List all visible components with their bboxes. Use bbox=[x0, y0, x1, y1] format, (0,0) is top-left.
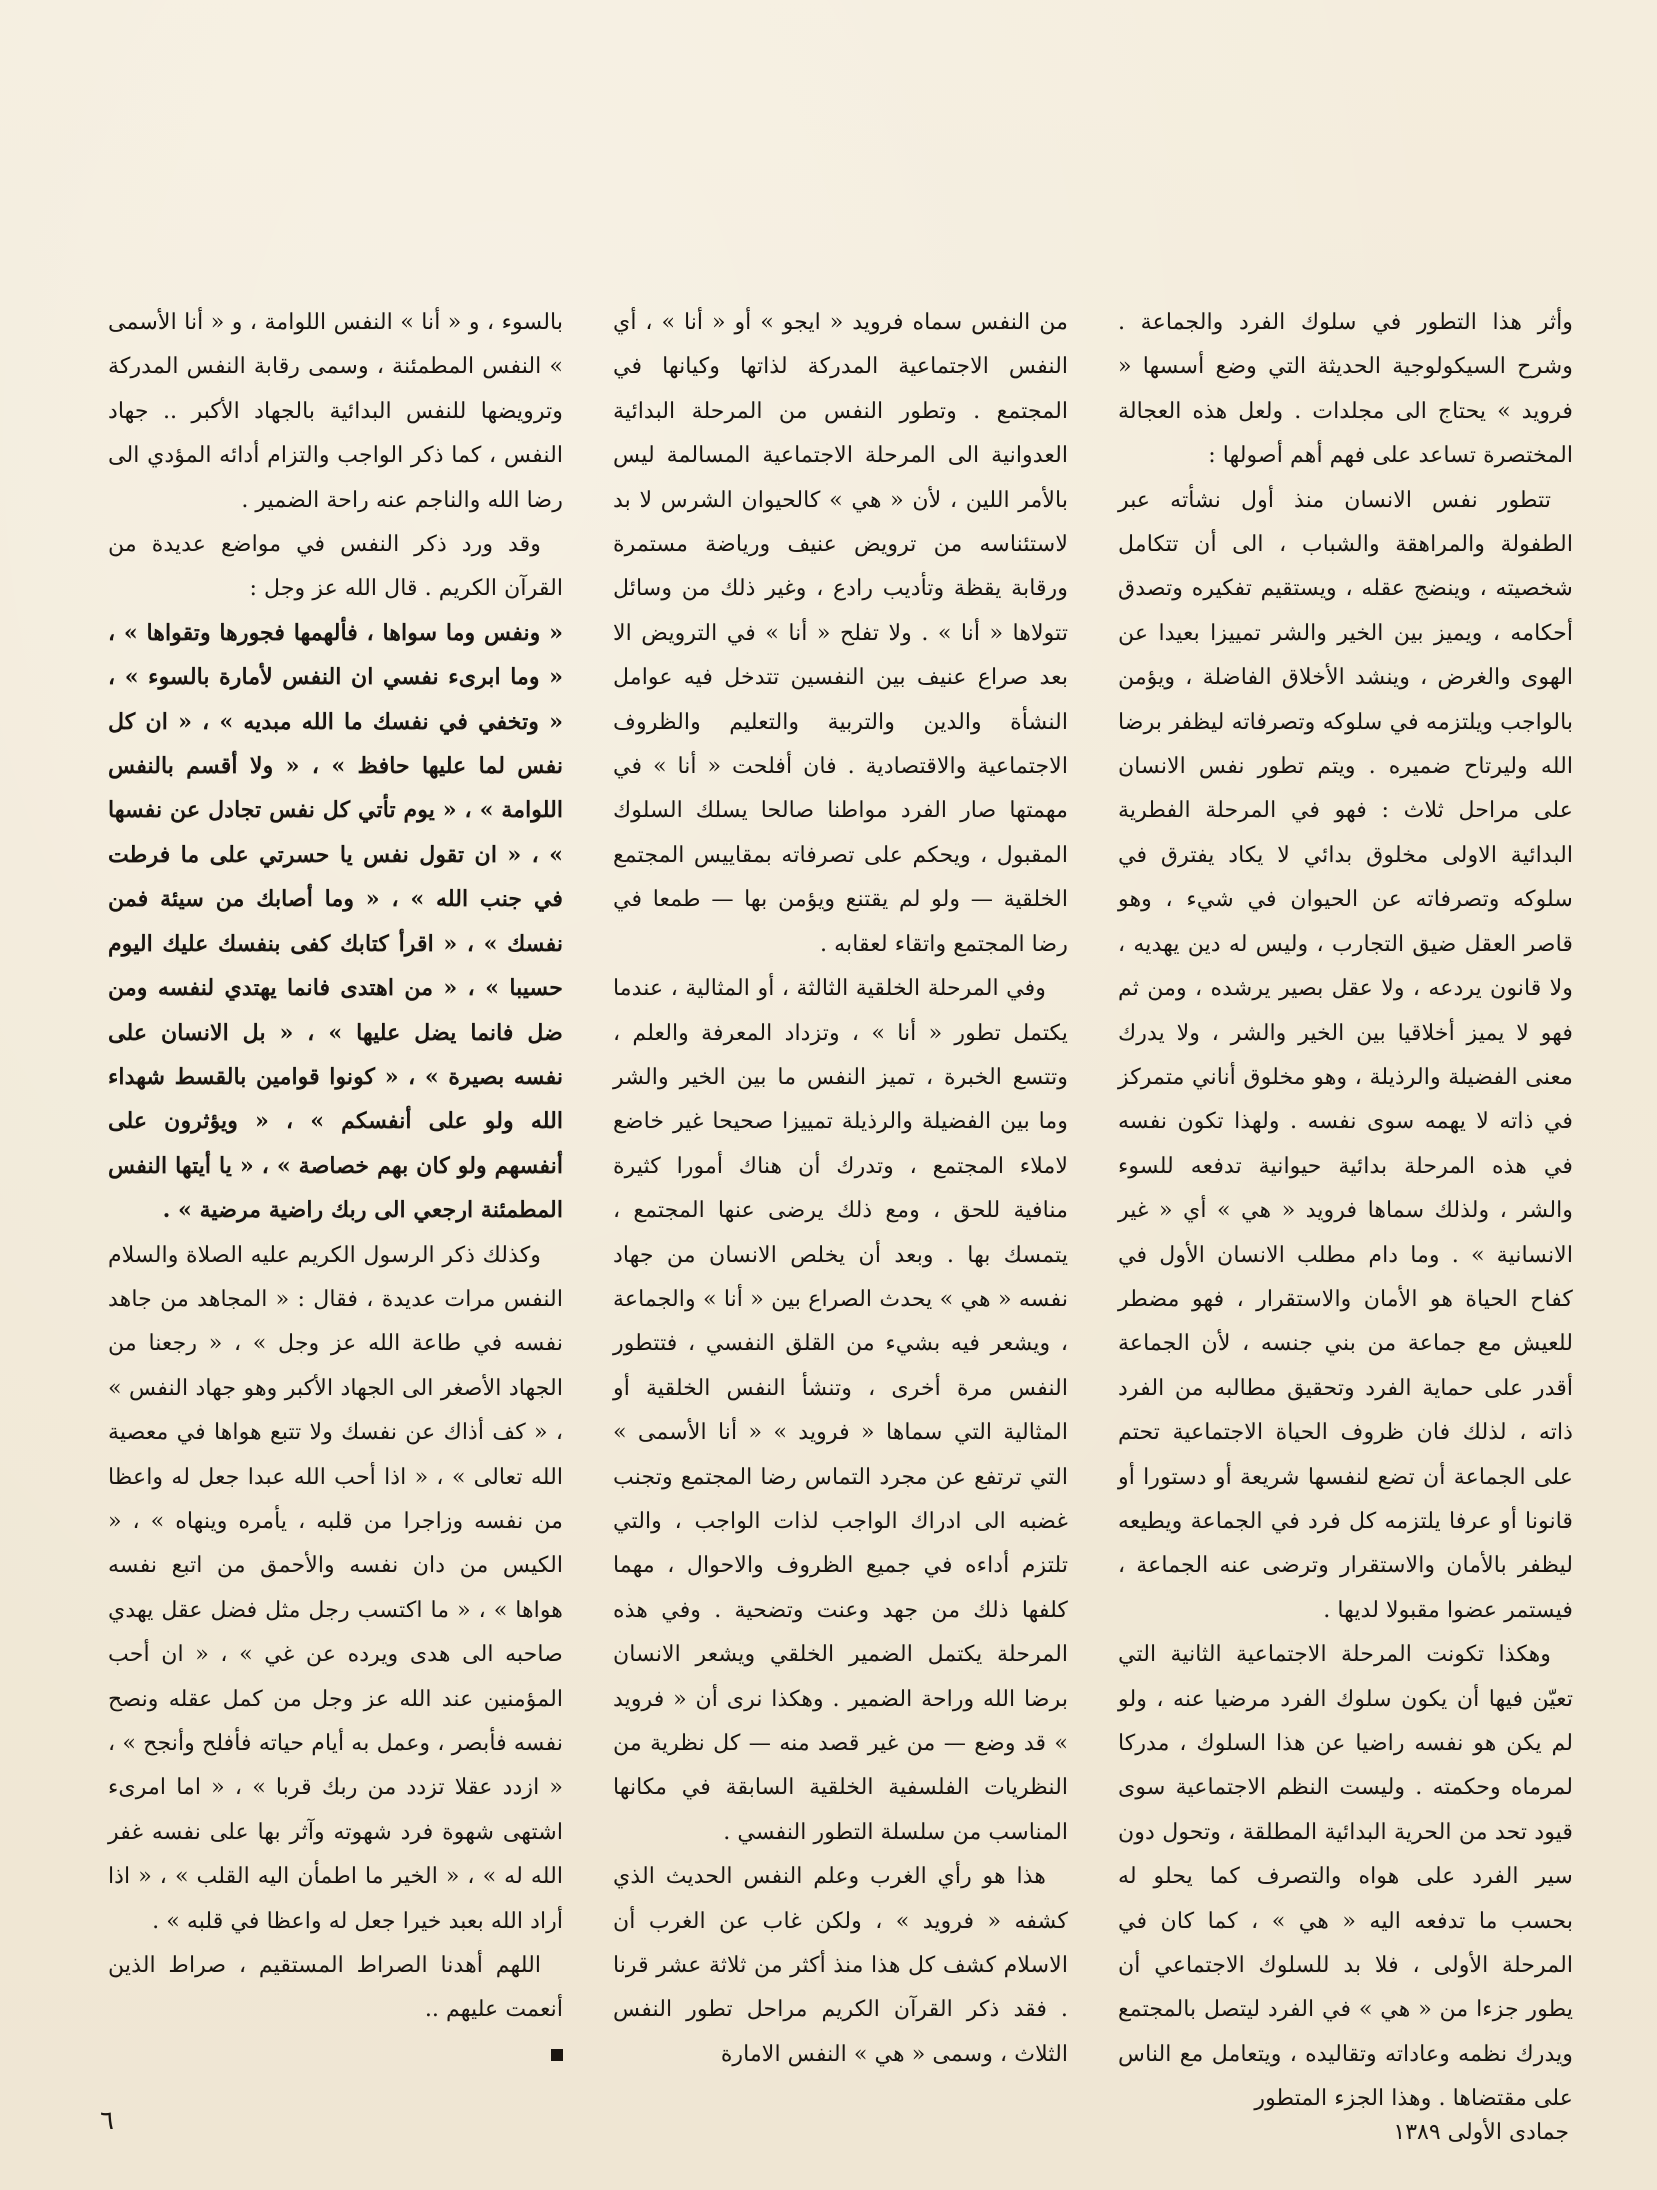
end-of-article-mark bbox=[551, 2049, 563, 2061]
article-columns bbox=[108, 300, 1573, 2112]
paragraph: بالسوء ، و « أنا » النفس اللوامة ، و « أنا الأسمى » النفس المطمئنة ، وسمى رقابة النفس المدركة وترويضها للنفس البدائية بالجهاد الأكبر .. جهاد النفس ، كما ذكر الواجب والتزام أدائه المؤدي الى رضا الله والناجم عنه راحة الضمير . bbox=[108, 309, 563, 513]
paragraph: وقد ورد ذكر النفس في مواضع عديدة من القرآن الكريم . قال الله عز وجل : bbox=[108, 531, 563, 602]
paragraph: من النفس سماه فرويد « ايجو » أو « أنا » ، أي النفس الاجتماعية المدركة لذاتها وكيانها في المجتمع . وتطور النفس من المرحلة البدائية العدوانية الى المرحلة الاجتماعية المسالمة ليس بالأمر اللين ، لأن « هي » كالحيوان الشرس لا بد لاستئناسه من ترويض عنيف ورياضة مستمرة ورقابة يقظة وتأديب رادع ، وغير ذلك من وسائل تتولاها « أنا » . ولا تفلح « أنا » في الترويض الا بعد صراع عنيف بين النفسين تتدخل فيه عوامل النشأة والدين والتربية والتعليم والظروف الاجتماعية والاقتصادية . فان أفلحت « أنا » في مهمتها صار الفرد مواطنا صالحا يسلك السلوك المقبول ، ويحكم على تصرفاته بمقاييس المجتمع الخلقية — ولو لم يقتنع ويؤمن بها — طمعا في رضا المجتمع واتقاء لعقابه . bbox=[613, 309, 1068, 957]
quran-quotes: « ونفس وما سواها ، فألهمها فجورها وتقواها » ، « وما ابرىء نفسي ان النفس لأمارة بالسوء » ، « وتخفي في نفسك ما الله مبديه » ، « ان كل نفس لما عليها حافظ » ، « ولا أقسم بالنفس اللوامة » ، « يوم تأتي كل نفس تجادل عن نفسها » ، « ان تقول نفس يا حسرتي على ما فرطت في جنب الله » ، « وما أصابك من سيئة فمن نفسك » ، « اقرأ كتابك كفى بنفسك عليك اليوم حسيبا » ، « من اهتدى فانما يهتدي لنفسه ومن ضل فانما يضل عليها » ، « بل الانسان على نفسه بصيرة » ، « كونوا قوامين بالقسط شهداء الله ولو على أنفسكم » ، « ويؤثرون على أنفسهم ولو كان بهم خصاصة » ، « يا أيتها النفس المطمئنة ارجعي الى ربك راضية مرضية » . bbox=[108, 619, 563, 1224]
column-middle bbox=[613, 300, 1068, 2067]
paragraph: وفي المرحلة الخلقية الثالثة ، أو المثالية ، عندما يكتمل تطور « أنا » ، وتزداد المعرفة والعلم ، وتتسع الخبرة ، تميز النفس ما بين الخير والشر وما بين الفضيلة والرذيلة تمييزا صحيحا غير خاضع لاملاء المجتمع ، وتدرك أن هناك أمورا كثيرة منافية للحق ، ومع ذلك يرضى عنها المجتمع ، يتمسك بها . وبعد أن يخلص الانسان من جهاد نفسه « هي » يحدث الصراع بين « أنا » والجماعة ، ويشعر فيه بشيء من القلق النفسي ، فتتطور النفس مرة أخرى ، وتنشأ النفس الخلقية أو المثالية التي سماها « فرويد » « أنا الأسمى » التي ترتفع عن مجرد التماس رضا المجتمع وتجنب غضبه الى ادراك الواجب لذات الواجب ، والتي تلتزم أداءه في جميع الظروف والاحوال ، مهما كلفها ذلك من جهد وعنت وتضحية . وفي هذه المرحلة يكتمل الضمير الخلقي ويشعر الانسان برضا الله وراحة الضمير . وهكذا نرى أن « فرويد » قد وضع — من غير قصد منه — كل نظرية من النظريات الفلسفية الخلقية السابقة في مكانها المناسب من سلسلة التطور النفسي . bbox=[613, 975, 1068, 1845]
issue-date: جمادى الأولى ١٣٨٩ bbox=[1393, 2120, 1569, 2145]
page-number: ٦ bbox=[100, 2106, 114, 2136]
paragraph: تتطور نفس الانسان منذ أول نشأته عبر الطفولة والمراهقة والشباب ، الى أن تتكامل شخصيته ، وينضج عقله ، ويستقيم تفكيره وتصدق أحكامه ، ويميز بين الخير والشر تمييزا بعيدا عن الهوى والغرض ، وينشد الأخلاق الفاضلة ، ويؤمن بالواجب ويلتزمه في سلوكه وتصرفاته ليظفر برضا الله وليرتاح ضميره . ويتم تطور نفس الانسان على مراحل ثلاث : فهو في المرحلة الفطرية البدائية الاولى مخلوق بدائي لا يكاد يفترق في سلوكه وتصرفاته عن الحيوان في شيء ، وهو قاصر العقل ضيق التجارب ، وليس له دين يهديه ، ولا قانون يردعه ، ولا عقل بصير يرشده ، ومن ثم فهو لا يميز أخلاقيا بين الخير والشر ، ولا يدرك معنى الفضيلة والرذيلة ، وهو مخلوق أناني متمركز في ذاته لا يهمه سوى نفسه . ولهذا تكون نفسه في هذه المرحلة بدائية حيوانية تدفعه للسوء والشر ، ولذلك سماها فرويد « هي » أي « غير الانسانية » . وما دام مطلب الانسان الأول في كفاح الحياة هو الأمان والاستقرار ، فهو مضطر للعيش مع جماعة من بني جنسه ، لأن الجماعة أقدر على حماية الفرد وتحقيق مطالبه من الفرد ذاته ، لذلك فان ظروف الحياة الاجتماعية تحتم على الجماعة أن تضع لنفسها شريعة أو دستورا أو قانونا أو عرفا يلتزمه كل فرد في الجماعة ويطيعه ليظفر بالأمان والاستقرار وترضى عنه الجماعة ، فيستمر عضوا مقبولا لديها . bbox=[1118, 486, 1573, 1623]
column-right bbox=[1118, 300, 1573, 2112]
column-left bbox=[108, 300, 563, 2023]
paragraph: هذا هو رأي الغرب وعلم النفس الحديث الذي كشفه « فرويد » ، ولكن غاب عن الغرب أن الاسلام كشف كل هذا منذ أكثر من ثلاثة عشر قرنا . فقد ذكر القرآن الكريم مراحل تطور النفس الثلاث ، وسمى « هي » النفس الامارة bbox=[613, 1863, 1068, 2067]
hadith-paragraph: وكذلك ذكر الرسول الكريم عليه الصلاة والسلام النفس مرات عديدة ، فقال : « المجاهد من جاهد نفسه في طاعة الله عز وجل » ، « رجعنا من الجهاد الأصغر الى الجهاد الأكبر وهو جهاد النفس » ، « كف أذاك عن نفسك ولا تتبع هواها في معصية الله تعالى » ، « اذا أحب الله عبدا جعل له واعظا من نفسه وزاجرا من قلبه ، يأمره وينهاه » ، « الكيس من دان نفسه والأحمق من اتبع نفسه هواها » ، « ما اكتسب رجل مثل فضل عقل يهدي صاحبه الى هدى ويرده عن غي » ، « ان أحب المؤمنين عند الله عز وجل من كمل عقله ونصح نفسه فأبصر ، وعمل به أيام حياته فأفلح وأنجح » ، « ازدد عقلا تزدد من ربك قربا » ، « اما امرىء اشتهى شهوة فرد شهوته وآثر بها على نفسه غفر الله له » ، « الخير ما اطمأن اليه القلب » ، « اذا أراد الله بعبد خيرا جعل له واعظا في قلبه » . bbox=[108, 1241, 563, 1934]
paragraph: وأثر هذا التطور في سلوك الفرد والجماعة . وشرح السيكولوجية الحديثة التي وضع أسسها « فرويد » يحتاج الى مجلدات . ولعل هذه العجالة المختصرة تساعد على فهم أهم أصولها : bbox=[1118, 309, 1573, 469]
closing-prayer: اللهم أهدنا الصراط المستقيم ، صراط الذين أنعمت عليهم .. bbox=[108, 1952, 563, 2023]
paragraph: وهكذا تكونت المرحلة الاجتماعية الثانية التي تعيّن فيها أن يكون سلوك الفرد مرضيا عنه ، ولو لم يكن هو نفسه راضيا عن هذا السلوك ، مدركا لمرماه وحكمته . وليست النظم الاجتماعية سوى قيود تحد من الحرية البدائية المطلقة ، وتحول دون سير الفرد على هواه والتصرف كما يحلو له بحسب ما تدفعه اليه « هي » ، كما كان في المرحلة الأولى ، فلا بد للسلوك الاجتماعي أن يطور جزءا من « هي » في الفرد ليتصل بالمجتمع ويدرك نظمه وعاداته وتقاليده ، ويتعامل مع الناس على مقتضاها . وهذا الجزء المتطور bbox=[1118, 1641, 1573, 2112]
